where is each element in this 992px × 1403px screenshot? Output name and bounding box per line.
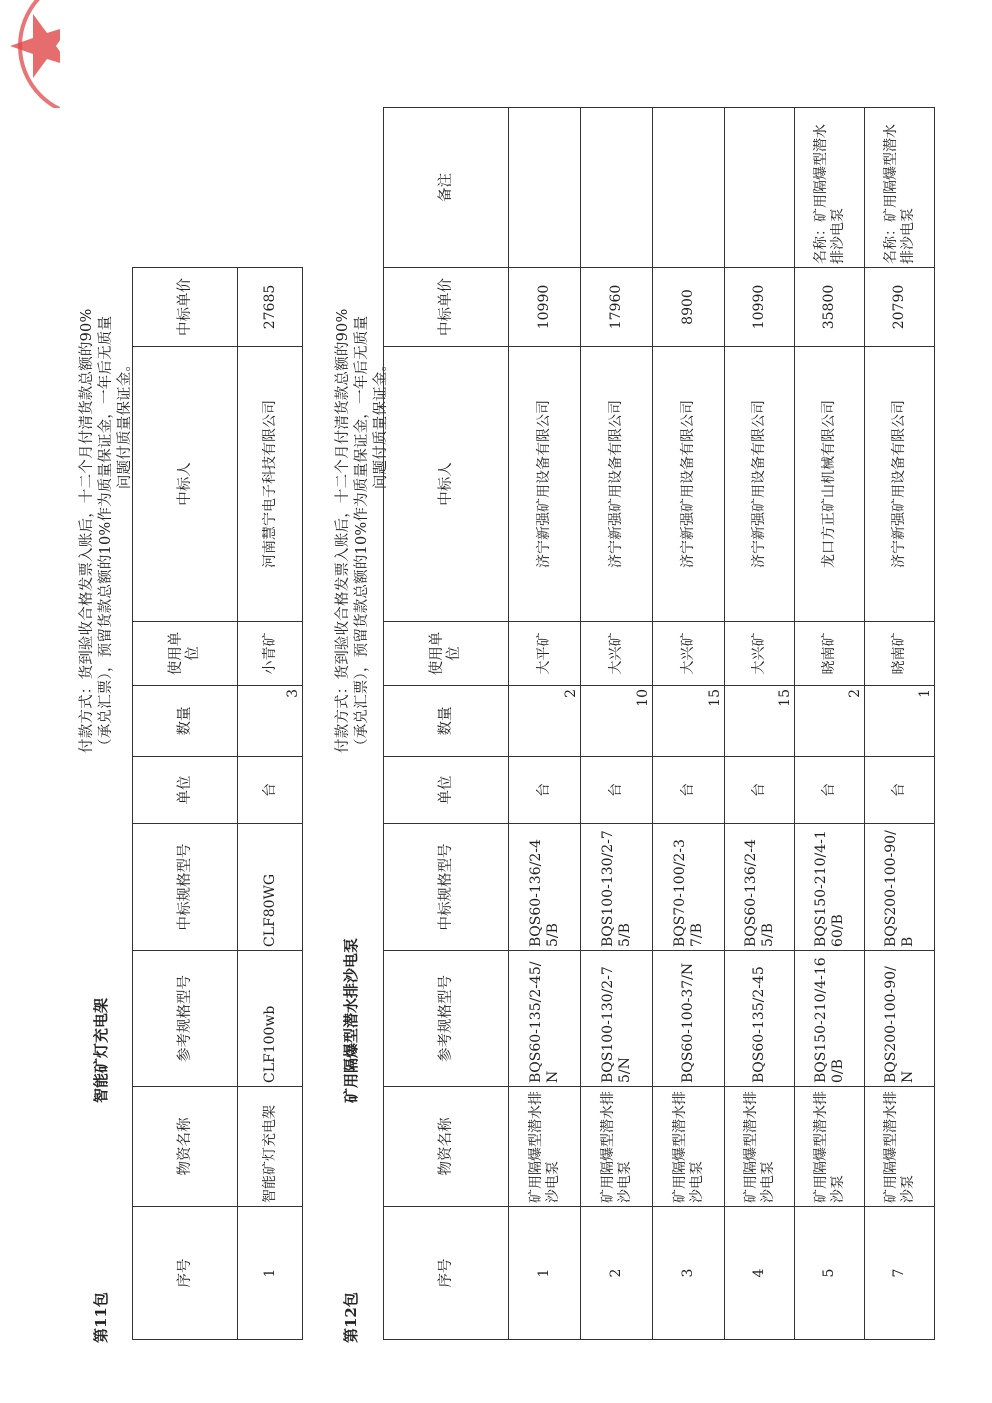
cell-price: 8900 [653, 268, 725, 347]
cell-winner: 龙口方正矿山机械有限公司 [795, 347, 865, 622]
cell-user: 晓南矿 [865, 622, 935, 686]
cell-qty: 2 [795, 686, 865, 757]
company-seal [0, 0, 60, 108]
cell-name: 矿用隔爆型潜水排沙电泵 [653, 1087, 725, 1207]
cell-qty: 1 [865, 686, 935, 757]
payment-line: （承兑汇票），预留货款总额的10%作为质量保证金，一年后无质量 [354, 315, 370, 753]
cell-unit: 台 [581, 757, 653, 824]
cell-name: 矿用隔爆型潜水排沙电泵 [725, 1087, 795, 1207]
cell-no: 1 [238, 1207, 303, 1340]
cell-ref: BQS150-210/4-160/B [795, 951, 865, 1087]
cell-no: 2 [581, 1207, 653, 1340]
cell-note [653, 108, 725, 268]
package-11-table [132, 267, 303, 1340]
table-row [581, 108, 653, 1340]
cell-price: 17960 [581, 268, 653, 347]
cell-unit: 台 [865, 757, 935, 824]
table-header-row [384, 108, 509, 1340]
cell-unit: 台 [653, 757, 725, 824]
cell-user: 小青矿 [238, 622, 303, 686]
seal-icon [0, 0, 60, 108]
cell-winner: 济宁新强矿用设备有限公司 [865, 347, 935, 622]
cell-unit: 台 [509, 757, 581, 824]
cell-name: 矿用隔爆型潜水排沙泵 [795, 1087, 865, 1207]
cell-qty: 2 [509, 686, 581, 757]
cell-no: 4 [725, 1207, 795, 1340]
table-header-row [133, 268, 238, 1340]
cell-spec: BQS60-136/2-45/B [725, 824, 795, 951]
table-row [865, 108, 935, 1340]
col-header: 序号 [133, 1207, 238, 1340]
payment-line: 付款方式：货到验收合格发票入账后，十二个月付清货款总额的90% [335, 308, 351, 753]
cell-user: 大平矿 [509, 622, 581, 686]
payment-line: 问题付质量保证金。 [117, 356, 133, 490]
cell-note [581, 108, 653, 268]
col-header: 单位 [384, 757, 509, 824]
cell-no: 5 [795, 1207, 865, 1340]
cell-qty: 15 [725, 686, 795, 757]
col-header: 中标单价 [384, 268, 509, 347]
col-header: 中标单价 [133, 268, 238, 347]
cell-spec: BQS60-136/2-45/B [509, 824, 581, 951]
cell-price: 27685 [238, 268, 303, 347]
col-header: 单位 [133, 757, 238, 824]
cell-ref: BQS60-100-37/N [653, 951, 725, 1087]
table-row [795, 108, 865, 1340]
col-header: 中标规格型号 [384, 824, 509, 951]
col-header: 参考规格型号 [384, 951, 509, 1087]
table-row [725, 108, 795, 1340]
cell-spec: BQS100-130/2-75/B [581, 824, 653, 951]
cell-ref: BQS200-100-90/N [865, 951, 935, 1087]
package-12-label: 第12包 [342, 1292, 360, 1343]
cell-unit: 台 [238, 757, 303, 824]
cell-name: 矿用隔爆型潜水排沙电泵 [509, 1087, 581, 1207]
cell-spec: BQS200-100-90/B [865, 824, 935, 951]
cell-no: 7 [865, 1207, 935, 1340]
cell-price: 10990 [725, 268, 795, 347]
col-header: 使用单位 [133, 622, 238, 686]
col-header: 数量 [133, 686, 238, 757]
package-11-title: 智能矿灯充电架 [92, 997, 110, 1103]
cell-price: 10990 [509, 268, 581, 347]
cell-winner: 济宁新强矿用设备有限公司 [653, 347, 725, 622]
cell-note: 名称：矿用隔爆型潜水排沙电泵 [795, 108, 865, 268]
col-header: 物资名称 [384, 1087, 509, 1207]
package-12-table [383, 107, 935, 1340]
cell-user: 晓南矿 [795, 622, 865, 686]
payment-line: 问题付质量保证金。 [373, 356, 389, 490]
cell-qty: 10 [581, 686, 653, 757]
col-header: 中标规格型号 [133, 824, 238, 951]
table-row [238, 268, 303, 1340]
cell-user: 大兴矿 [725, 622, 795, 686]
cell-unit: 台 [795, 757, 865, 824]
col-header: 备注 [384, 108, 509, 268]
cell-spec: BQS150-210/4-160/B [795, 824, 865, 951]
cell-ref: BQS60-135/2-45/N [509, 951, 581, 1087]
payment-line: 付款方式：货到验收合格发票入账后，十二个月付清货款总额的90% [79, 308, 95, 753]
col-header: 参考规格型号 [133, 951, 238, 1087]
col-header: 物资名称 [133, 1087, 238, 1207]
col-header: 中标人 [384, 347, 509, 622]
col-header: 数量 [384, 686, 509, 757]
cell-spec: CLF80WG [238, 824, 303, 951]
table-row [653, 108, 725, 1340]
cell-name: 矿用隔爆型潜水排沙电泵 [581, 1087, 653, 1207]
cell-ref: CLF100wb [238, 951, 303, 1087]
cell-unit: 台 [725, 757, 795, 824]
col-header: 中标人 [133, 347, 238, 622]
cell-winner: 济宁新强矿用设备有限公司 [581, 347, 653, 622]
cell-name: 智能矿灯充电架 [238, 1087, 303, 1207]
cell-ref: BQS60-135/2-45 [725, 951, 795, 1087]
cell-note: 名称：矿用隔爆型潜水排沙电泵 [865, 108, 935, 268]
package-12-title: 矿用隔爆型潜水排沙电泵 [342, 937, 360, 1103]
cell-price: 20790 [865, 268, 935, 347]
cell-note [725, 108, 795, 268]
cell-user: 大兴矿 [653, 622, 725, 686]
col-header: 使用单位 [384, 622, 509, 686]
col-header: 序号 [384, 1207, 509, 1340]
cell-qty: 15 [653, 686, 725, 757]
cell-winner: 河南慧宁电子科技有限公司 [238, 347, 303, 622]
cell-no: 1 [509, 1207, 581, 1340]
package-11-payment [78, 93, 135, 753]
cell-price: 35800 [795, 268, 865, 347]
cell-note [509, 108, 581, 268]
cell-winner: 济宁新强矿用设备有限公司 [509, 347, 581, 622]
cell-winner: 济宁新强矿用设备有限公司 [725, 347, 795, 622]
table-row [509, 108, 581, 1340]
payment-line: （承兑汇票），预留货款总额的10%作为质量保证金，一年后无质量 [98, 315, 114, 753]
package-11-label: 第11包 [92, 1292, 110, 1343]
cell-ref: BQS100-130/2-75/N [581, 951, 653, 1087]
cell-no: 3 [653, 1207, 725, 1340]
cell-qty: 3 [238, 686, 303, 757]
cell-spec: BQS70-100/2-37/B [653, 824, 725, 951]
cell-name: 矿用隔爆型潜水排沙泵 [865, 1087, 935, 1207]
cell-user: 大兴矿 [581, 622, 653, 686]
